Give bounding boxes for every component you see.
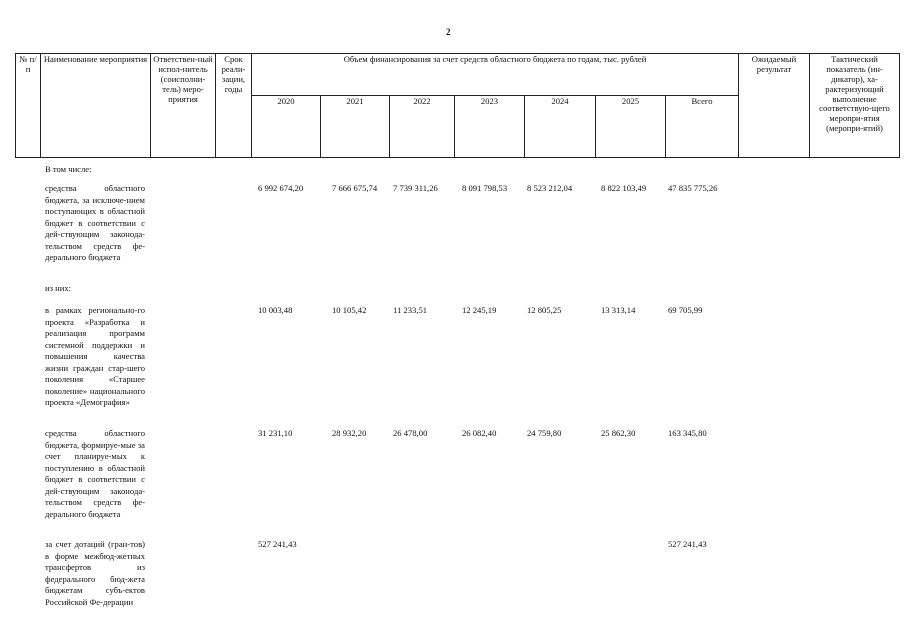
cell-2024: 12 805,25: [527, 305, 562, 315]
header-col-indicator: Тактический показатель (ин-дикатор), ха-рактеризующий выполнение соответствую-щего меропри-ятия (меропри-ятий): [810, 54, 900, 158]
header-year-2021: 2021: [321, 96, 390, 158]
header-year-2022: 2022: [390, 96, 455, 158]
cell-2021: 7 666 675,74: [332, 183, 378, 193]
cell-2022: 7 739 311,26: [393, 183, 438, 193]
row-label: средства областного бюджета, за исключе-нием поступающих в областной бюджет в соответствии с дей-ствующим законода-тельством средств фе-дерального бюджета: [45, 183, 145, 262]
cell-2020: 6 992 674,20: [258, 183, 304, 193]
row-label: средства областного бюджета, формируе-мые за счет планируе-мых к поступлению в областной бюджет в соответствии с дей-ствующим законода-тельством средств фе-дерального бюджета: [45, 428, 145, 519]
row-label: за счет дотаций (гран-тов) в форме межбюд-жетных трансфертов из федерального бюд-жета бюджетам субъ-ектов Российской Фе-дерации: [45, 539, 145, 607]
cell-2025: 25 862,30: [601, 428, 636, 438]
row-label: из них:: [45, 283, 72, 293]
header-year-2020: 2020: [252, 96, 321, 158]
header-year-2023: 2023: [455, 96, 525, 158]
header-col-name: Наименование мероприятия: [41, 54, 151, 158]
header-year-2024: 2024: [525, 96, 596, 158]
cell-2020: 10 003,48: [258, 305, 293, 315]
cell-2024: 8 523 212,04: [527, 183, 573, 193]
cell-total: 163 345,80: [668, 428, 707, 438]
cell-2023: 26 082,40: [462, 428, 497, 438]
cell-total: 527 241,43: [668, 539, 707, 549]
header-year-2025: 2025: [596, 96, 666, 158]
cell-2022: 26 478,00: [393, 428, 428, 438]
cell-2025: 13 313,14: [601, 305, 636, 315]
cell-2022: 11 233,51: [393, 305, 428, 315]
row-label: В том числе:: [45, 164, 92, 174]
header-col-term: Срок реали-зации, годы: [216, 54, 252, 158]
header-col-number: № п/п: [16, 54, 41, 158]
header-col-funding: Объем финансирования за счет средств областного бюджета по годам, тыс. рублей: [252, 54, 739, 96]
cell-2020: 527 241,43: [258, 539, 297, 549]
cell-total: 69 705,99: [668, 305, 703, 315]
cell-2023: 8 091 798,53: [462, 183, 508, 193]
cell-2025: 8 822 103,49: [601, 183, 647, 193]
row-label: в рамках регионально-го проекта «Разработка и реализация программ системной поддержки и повышения качества жизни граждан стар-шего поколения «Старшее поколение» национального проекта «Демография»: [45, 305, 145, 407]
cell-total: 47 835 775,26: [668, 183, 718, 193]
cell-2020: 31 231,10: [258, 428, 293, 438]
cell-2021: 28 932,20: [332, 428, 367, 438]
header-total: Всего: [666, 96, 739, 158]
cell-2021: 10 105,42: [332, 305, 367, 315]
header-col-responsible: Ответствен-ный испол-нитель (соисполни-тель) меро-приятия: [151, 54, 216, 158]
cell-2023: 12 245,19: [462, 305, 497, 315]
page-number: 2: [446, 27, 451, 37]
header-col-result: Ожидаемый результат: [739, 54, 810, 158]
cell-2024: 24 759,80: [527, 428, 562, 438]
